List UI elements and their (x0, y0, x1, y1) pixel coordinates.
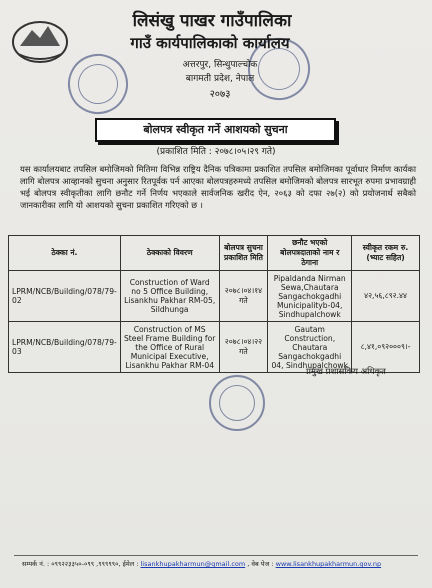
office-seal-stamp (60, 46, 137, 123)
description-cell: Construction of Ward no 5 Office Building, Lisankhu Pakhar RM-05, Sildhunga (120, 271, 219, 322)
footer-phone: सम्पर्क नं. : ०९९२२३३५०-०९९ ,९९९९९०, ईमेल : (22, 560, 139, 568)
address-line-1: अत्तरपुर, सिन्धुपाल्चोक (182, 60, 258, 70)
established-year: २०७३ (209, 89, 231, 100)
office-seal-stamp (209, 375, 265, 431)
table-header-row (9, 236, 420, 271)
header-contract-no: ठेक्का नं. (9, 236, 121, 271)
notice-body: यस कार्यालयबाट तपसिल बमोजिमको मितिमा विभिन्न राष्ट्रिय दैनिक पत्रिकामा प्रकाशित तपसिल बमोजिमका पूर्वाधार निर्माण कार्यका लागि बोलपत्र आव्हानको सुचना अनुसार रितपूर्वक पर्न आएका बोलपत्रहरुमध्ये तपसिल बमोजिमको बोलपत्र सारभूत रुपमा प्रभावग्राही भई बोलपत्र स्वीकृतीका लागि छनौट गर्ने निर्णय भएकाले सार्वजनिक खरीद ऐन, २०६३ को दफा २७(२) को प्रयोजनार्थ सबैको जानकारीका लागि यो आशयको सुचना प्रकाशित गरिएको छ । (20, 164, 416, 210)
footer-contact (22, 559, 422, 568)
table-row (9, 322, 420, 373)
footer-email-link[interactable]: lisankhupakharmun@gmail.com (140, 560, 246, 568)
header-amount: स्वीकृत रकम रु. (भ्याट सहित) (352, 236, 420, 271)
header-bidder: छनौट भएको बोलपत्रदाताको नाम र ठेगाना (268, 236, 352, 271)
office-name: लिसंखु पाखर गाउँपालिका (132, 11, 292, 31)
description-cell: Construction of MS Steel Frame Building for the Office of Rural Municipal Executive, Lisankhu Pakhar RM-04 (120, 322, 219, 373)
contract-no-cell: LPRM/NCB/Building/078/79-03 (9, 322, 121, 373)
contract-table (8, 235, 420, 373)
amount-cell: ८,४१,०९२०००९।- (352, 322, 420, 373)
notice-title: बोलपत्र स्वीकृत गर्ने आशयको सुचना (95, 118, 336, 142)
contract-no-cell: LPRM/NCB/Building/078/79-02 (9, 271, 121, 322)
bidder-cell: Gautam Construction, Chautara Sangachokgadhi 04, Sindhupalchowk (268, 322, 352, 373)
date-cell: २०७८।०४।१४ गते (219, 271, 268, 322)
footer-divider (14, 555, 418, 556)
office-subtitle: गाउँ कार्यपालिकाको कार्यालय (130, 34, 290, 52)
header-publish-date: बोलपत्र सुचना प्रकाशित मिति (219, 236, 268, 271)
address-line-2: बागमती प्रदेश, नेपाल (185, 74, 255, 84)
published-date: (प्रकाशित मिति : २०७८।०५।२९ गते) (156, 147, 276, 157)
footer-web-label: , वेब पेज : (247, 560, 274, 568)
header-description: ठेक्काको विवरण (120, 236, 219, 271)
date-cell: २०७८।०४।२२ गते (219, 322, 268, 373)
table-row (9, 271, 420, 322)
signatory-title: प्रमुख प्रशासकिय अधिकृत (306, 367, 386, 377)
bidder-cell: Pipaldanda Nirman Sewa,Chautara Sangachokgadhi Municipalityb-04, Sindhupalchowk (268, 271, 352, 322)
nepal-emblem-logo (10, 16, 70, 68)
footer-website-link[interactable]: www.lisankhupakharmun.gov.np (275, 560, 382, 568)
amount-cell: ४२,५६,८९२.४४ (352, 271, 420, 322)
